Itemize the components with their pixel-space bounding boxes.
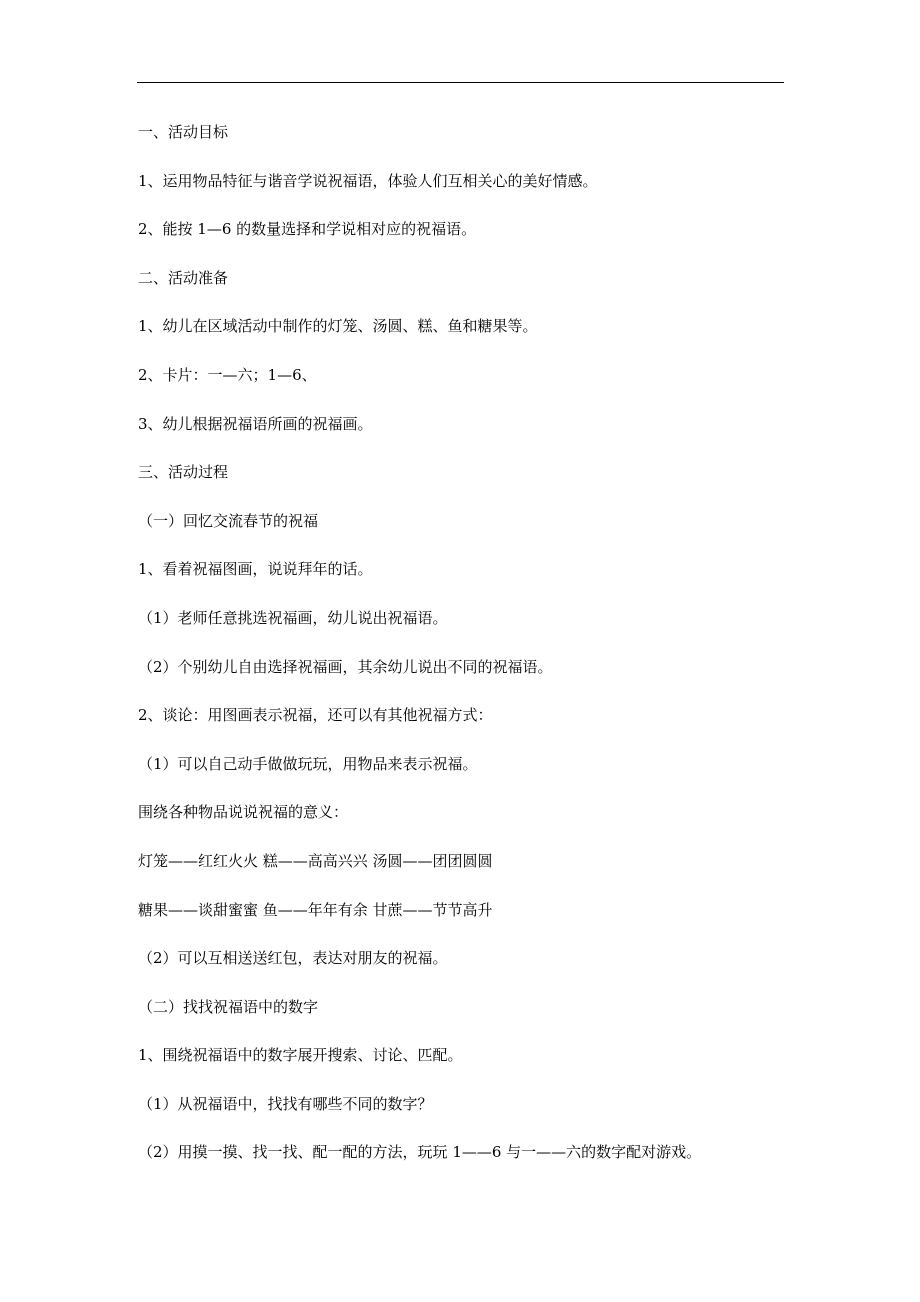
process-subitem-1-2: （2）个别幼儿自由选择祝福画，其余幼儿说出不同的祝福语。: [138, 657, 553, 676]
search-subitem-1: （1）从祝福语中，找找有哪些不同的数字？: [138, 1094, 433, 1113]
section-heading-process: 三、活动过程: [138, 463, 229, 482]
preparation-item-3: 3、幼儿根据祝福语所画的祝福画。: [138, 414, 373, 433]
header-rule: [137, 82, 784, 83]
meaning-list-row-1: 灯笼——红红火火 糕——高高兴兴 汤圆——团团圆圆: [138, 851, 493, 870]
process-subitem-2-1: （1）可以自己动手做做玩玩，用物品来表示祝福。: [138, 754, 478, 773]
search-item-1: 1、围绕祝福语中的数字展开搜索、讨论、匹配。: [138, 1046, 463, 1065]
meaning-intro: 围绕各种物品说说祝福的意义：: [138, 803, 349, 822]
process-item-1: 1、看着祝福图画，说说拜年的话。: [138, 560, 373, 579]
process-subitem-1-1: （1）老师任意挑选祝福画，幼儿说出祝福语。: [138, 608, 448, 627]
preparation-item-1: 1、幼儿在区域活动中制作的灯笼、汤圆、糕、鱼和糖果等。: [138, 317, 538, 336]
subsection-heading-1: （一）回忆交流春节的祝福: [138, 511, 319, 530]
preparation-item-2: 2、卡片：一—六；1—6、: [138, 365, 317, 384]
document-body: [138, 108, 798, 1177]
goal-item-1: 1、运用物品特征与谐音学说祝福语，体验人们互相关心的美好情感。: [138, 171, 598, 190]
meaning-list-row-2: 糖果——谈甜蜜蜜 鱼——年年有余 甘蔗——节节高升: [138, 900, 493, 919]
section-heading-preparation: 二、活动准备: [138, 268, 229, 287]
process-item-2: 2、谈论：用图画表示祝福，还可以有其他祝福方式：: [138, 706, 493, 725]
subsection-heading-2: （二）找找祝福语中的数字: [138, 997, 319, 1016]
goal-item-2: 2、能按 1—6 的数量选择和学说相对应的祝福语。: [138, 220, 477, 239]
process-subitem-2-2: （2）可以互相送送红包，表达对朋友的祝福。: [138, 949, 448, 968]
search-subitem-2: （2）用摸一摸、找一找、配一配的方法，玩玩 1——6 与一——六的数字配对游戏。: [138, 1143, 702, 1162]
section-heading-goals: 一、活动目标: [138, 123, 229, 141]
